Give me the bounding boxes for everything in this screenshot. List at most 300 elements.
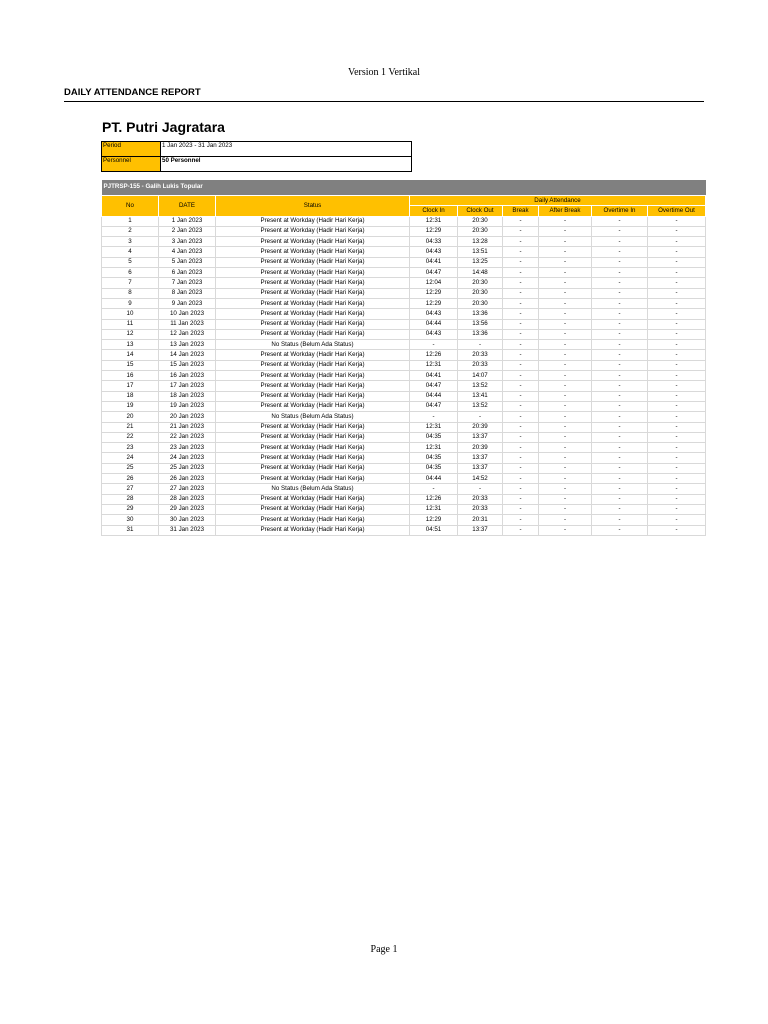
cell-break: - bbox=[503, 226, 539, 236]
attendance-table bbox=[101, 180, 706, 536]
cell-clock-in: 12:31 bbox=[410, 360, 458, 370]
cell-overtime-in: - bbox=[592, 463, 648, 473]
table-row bbox=[102, 401, 706, 411]
cell-break: - bbox=[503, 422, 539, 432]
cell-after-break: - bbox=[539, 298, 592, 308]
table-row bbox=[102, 278, 706, 288]
company-name: PT. Putri Jagratara bbox=[102, 119, 225, 135]
cell-date: 12 Jan 2023 bbox=[159, 329, 216, 339]
table-row bbox=[102, 288, 706, 298]
cell-after-break: - bbox=[539, 329, 592, 339]
cell-no: 25 bbox=[102, 463, 159, 473]
cell-date: 31 Jan 2023 bbox=[159, 525, 216, 535]
cell-clock-in: 04:47 bbox=[410, 401, 458, 411]
cell-status: Present at Workday (Hadir Hari Kerja) bbox=[216, 288, 410, 298]
period-value: 1 Jan 2023 - 31 Jan 2023 bbox=[161, 142, 412, 157]
cell-status: Present at Workday (Hadir Hari Kerja) bbox=[216, 504, 410, 514]
cell-overtime-out: - bbox=[648, 329, 706, 339]
cell-no: 3 bbox=[102, 237, 159, 247]
cell-break: - bbox=[503, 329, 539, 339]
cell-overtime-in: - bbox=[592, 298, 648, 308]
cell-clock-out: 20:30 bbox=[458, 298, 503, 308]
cell-clock-out: 20:30 bbox=[458, 278, 503, 288]
cell-clock-out: 13:25 bbox=[458, 257, 503, 267]
table-row bbox=[102, 360, 706, 370]
cell-status: Present at Workday (Hadir Hari Kerja) bbox=[216, 443, 410, 453]
cell-status: Present at Workday (Hadir Hari Kerja) bbox=[216, 494, 410, 504]
cell-break: - bbox=[503, 412, 539, 422]
cell-clock-out: 14:52 bbox=[458, 474, 503, 484]
cell-after-break: - bbox=[539, 504, 592, 514]
cell-clock-out: 20:30 bbox=[458, 216, 503, 226]
cell-clock-in: 12:31 bbox=[410, 504, 458, 514]
cell-no: 20 bbox=[102, 412, 159, 422]
cell-clock-out: 13:52 bbox=[458, 381, 503, 391]
cell-break: - bbox=[503, 515, 539, 525]
cell-overtime-in: - bbox=[592, 432, 648, 442]
cell-after-break: - bbox=[539, 494, 592, 504]
cell-clock-in: 04:43 bbox=[410, 329, 458, 339]
cell-clock-in: 04:43 bbox=[410, 247, 458, 257]
table-row bbox=[102, 298, 706, 308]
cell-date: 28 Jan 2023 bbox=[159, 494, 216, 504]
cell-overtime-in: - bbox=[592, 525, 648, 535]
page-footer: Page 1 bbox=[370, 944, 398, 955]
col-header-clock-in: Clock In bbox=[410, 206, 458, 216]
cell-no: 12 bbox=[102, 329, 159, 339]
cell-no: 2 bbox=[102, 226, 159, 236]
table-row bbox=[102, 309, 706, 319]
cell-overtime-in: - bbox=[592, 247, 648, 257]
cell-overtime-out: - bbox=[648, 360, 706, 370]
cell-clock-out: 14:48 bbox=[458, 268, 503, 278]
attendance-table-body bbox=[102, 216, 706, 535]
cell-after-break: - bbox=[539, 288, 592, 298]
cell-status: Present at Workday (Hadir Hari Kerja) bbox=[216, 350, 410, 360]
table-row bbox=[102, 371, 706, 381]
col-header-break: Break bbox=[503, 206, 539, 216]
cell-no: 7 bbox=[102, 278, 159, 288]
cell-overtime-out: - bbox=[648, 237, 706, 247]
cell-overtime-in: - bbox=[592, 268, 648, 278]
cell-break: - bbox=[503, 298, 539, 308]
cell-no: 8 bbox=[102, 288, 159, 298]
cell-break: - bbox=[503, 340, 539, 350]
cell-break: - bbox=[503, 432, 539, 442]
cell-clock-in: 04:33 bbox=[410, 237, 458, 247]
cell-break: - bbox=[503, 288, 539, 298]
cell-no: 21 bbox=[102, 422, 159, 432]
cell-date: 7 Jan 2023 bbox=[159, 278, 216, 288]
table-row bbox=[102, 216, 706, 226]
cell-clock-in: 12:31 bbox=[410, 422, 458, 432]
table-row bbox=[102, 525, 706, 535]
cell-overtime-out: - bbox=[648, 371, 706, 381]
cell-clock-out: 20:30 bbox=[458, 226, 503, 236]
cell-break: - bbox=[503, 278, 539, 288]
cell-status: Present at Workday (Hadir Hari Kerja) bbox=[216, 329, 410, 339]
cell-overtime-out: - bbox=[648, 474, 706, 484]
cell-after-break: - bbox=[539, 268, 592, 278]
cell-overtime-out: - bbox=[648, 309, 706, 319]
cell-clock-in: 04:41 bbox=[410, 257, 458, 267]
cell-clock-in: - bbox=[410, 412, 458, 422]
cell-clock-out: 20:39 bbox=[458, 443, 503, 453]
cell-no: 28 bbox=[102, 494, 159, 504]
cell-overtime-in: - bbox=[592, 216, 648, 226]
cell-overtime-in: - bbox=[592, 360, 648, 370]
cell-overtime-in: - bbox=[592, 371, 648, 381]
cell-status: Present at Workday (Hadir Hari Kerja) bbox=[216, 216, 410, 226]
cell-clock-in: 12:31 bbox=[410, 216, 458, 226]
table-row bbox=[102, 463, 706, 473]
cell-date: 2 Jan 2023 bbox=[159, 226, 216, 236]
cell-clock-out: 20:33 bbox=[458, 350, 503, 360]
table-row bbox=[102, 237, 706, 247]
cell-overtime-in: - bbox=[592, 288, 648, 298]
col-header-no: No bbox=[102, 196, 159, 217]
employee-banner: PJTRSP-155 - Galih Lukis Topular bbox=[102, 180, 706, 196]
col-header-after-break: After Break bbox=[539, 206, 592, 216]
cell-after-break: - bbox=[539, 247, 592, 257]
cell-date: 14 Jan 2023 bbox=[159, 350, 216, 360]
employee-banner-row bbox=[102, 180, 706, 196]
table-row bbox=[102, 432, 706, 442]
cell-overtime-out: - bbox=[648, 494, 706, 504]
cell-status: Present at Workday (Hadir Hari Kerja) bbox=[216, 515, 410, 525]
cell-break: - bbox=[503, 371, 539, 381]
cell-break: - bbox=[503, 463, 539, 473]
cell-overtime-out: - bbox=[648, 515, 706, 525]
cell-status: Present at Workday (Hadir Hari Kerja) bbox=[216, 525, 410, 535]
cell-date: 25 Jan 2023 bbox=[159, 463, 216, 473]
cell-overtime-out: - bbox=[648, 278, 706, 288]
cell-status: Present at Workday (Hadir Hari Kerja) bbox=[216, 422, 410, 432]
cell-date: 1 Jan 2023 bbox=[159, 216, 216, 226]
cell-clock-in: 12:26 bbox=[410, 350, 458, 360]
cell-status: Present at Workday (Hadir Hari Kerja) bbox=[216, 226, 410, 236]
cell-overtime-out: - bbox=[648, 401, 706, 411]
cell-no: 30 bbox=[102, 515, 159, 525]
cell-clock-in: 04:51 bbox=[410, 525, 458, 535]
cell-date: 30 Jan 2023 bbox=[159, 515, 216, 525]
cell-clock-out: 13:37 bbox=[458, 432, 503, 442]
cell-date: 20 Jan 2023 bbox=[159, 412, 216, 422]
cell-overtime-out: - bbox=[648, 350, 706, 360]
cell-overtime-in: - bbox=[592, 474, 648, 484]
cell-date: 6 Jan 2023 bbox=[159, 268, 216, 278]
cell-break: - bbox=[503, 247, 539, 257]
col-header-status: Status bbox=[216, 196, 410, 217]
table-row bbox=[102, 319, 706, 329]
cell-no: 9 bbox=[102, 298, 159, 308]
cell-after-break: - bbox=[539, 309, 592, 319]
cell-clock-out: 13:37 bbox=[458, 463, 503, 473]
table-row bbox=[102, 484, 706, 494]
cell-overtime-out: - bbox=[648, 412, 706, 422]
cell-after-break: - bbox=[539, 237, 592, 247]
cell-clock-out: - bbox=[458, 484, 503, 494]
cell-no: 18 bbox=[102, 391, 159, 401]
table-row bbox=[102, 422, 706, 432]
cell-date: 24 Jan 2023 bbox=[159, 453, 216, 463]
cell-clock-in: 04:44 bbox=[410, 319, 458, 329]
cell-after-break: - bbox=[539, 278, 592, 288]
cell-status: Present at Workday (Hadir Hari Kerja) bbox=[216, 453, 410, 463]
cell-break: - bbox=[503, 360, 539, 370]
cell-clock-in: 04:35 bbox=[410, 432, 458, 442]
table-row bbox=[102, 340, 706, 350]
cell-break: - bbox=[503, 257, 539, 267]
cell-after-break: - bbox=[539, 515, 592, 525]
table-row bbox=[102, 474, 706, 484]
cell-clock-in: 12:29 bbox=[410, 288, 458, 298]
title-divider bbox=[64, 101, 704, 102]
cell-overtime-out: - bbox=[648, 432, 706, 442]
cell-overtime-in: - bbox=[592, 401, 648, 411]
cell-clock-in: 12:31 bbox=[410, 443, 458, 453]
cell-date: 29 Jan 2023 bbox=[159, 504, 216, 514]
cell-date: 19 Jan 2023 bbox=[159, 401, 216, 411]
cell-date: 16 Jan 2023 bbox=[159, 371, 216, 381]
cell-overtime-out: - bbox=[648, 340, 706, 350]
cell-after-break: - bbox=[539, 319, 592, 329]
cell-break: - bbox=[503, 504, 539, 514]
cell-overtime-in: - bbox=[592, 340, 648, 350]
cell-overtime-out: - bbox=[648, 216, 706, 226]
cell-overtime-out: - bbox=[648, 247, 706, 257]
cell-overtime-out: - bbox=[648, 443, 706, 453]
cell-overtime-in: - bbox=[592, 391, 648, 401]
cell-overtime-in: - bbox=[592, 443, 648, 453]
cell-after-break: - bbox=[539, 422, 592, 432]
period-row bbox=[102, 142, 412, 157]
table-row bbox=[102, 257, 706, 267]
cell-overtime-in: - bbox=[592, 422, 648, 432]
cell-overtime-out: - bbox=[648, 453, 706, 463]
cell-after-break: - bbox=[539, 371, 592, 381]
cell-after-break: - bbox=[539, 474, 592, 484]
cell-overtime-out: - bbox=[648, 422, 706, 432]
table-row bbox=[102, 226, 706, 236]
cell-after-break: - bbox=[539, 412, 592, 422]
cell-clock-in: 12:29 bbox=[410, 515, 458, 525]
cell-date: 13 Jan 2023 bbox=[159, 340, 216, 350]
cell-overtime-in: - bbox=[592, 381, 648, 391]
cell-date: 17 Jan 2023 bbox=[159, 381, 216, 391]
cell-overtime-in: - bbox=[592, 226, 648, 236]
cell-after-break: - bbox=[539, 381, 592, 391]
cell-clock-in: 12:26 bbox=[410, 494, 458, 504]
table-row bbox=[102, 515, 706, 525]
cell-after-break: - bbox=[539, 226, 592, 236]
table-row bbox=[102, 329, 706, 339]
cell-clock-out: 13:41 bbox=[458, 391, 503, 401]
personnel-row bbox=[102, 157, 412, 172]
cell-clock-out: - bbox=[458, 340, 503, 350]
cell-clock-out: 13:36 bbox=[458, 329, 503, 339]
cell-overtime-in: - bbox=[592, 278, 648, 288]
cell-date: 8 Jan 2023 bbox=[159, 288, 216, 298]
col-header-overtime-out: Overtime Out bbox=[648, 206, 706, 216]
cell-status: No Status (Belum Ada Status) bbox=[216, 484, 410, 494]
cell-date: 5 Jan 2023 bbox=[159, 257, 216, 267]
table-row bbox=[102, 381, 706, 391]
personnel-label: Personnel bbox=[102, 157, 161, 172]
cell-overtime-in: - bbox=[592, 453, 648, 463]
cell-break: - bbox=[503, 309, 539, 319]
cell-overtime-out: - bbox=[648, 391, 706, 401]
header-row-1 bbox=[102, 196, 706, 206]
cell-clock-in: 04:41 bbox=[410, 371, 458, 381]
cell-status: Present at Workday (Hadir Hari Kerja) bbox=[216, 432, 410, 442]
cell-clock-out: 20:33 bbox=[458, 494, 503, 504]
cell-no: 29 bbox=[102, 504, 159, 514]
cell-clock-in: 12:04 bbox=[410, 278, 458, 288]
cell-clock-out: 20:30 bbox=[458, 288, 503, 298]
cell-break: - bbox=[503, 484, 539, 494]
cell-no: 26 bbox=[102, 474, 159, 484]
cell-no: 5 bbox=[102, 257, 159, 267]
cell-date: 26 Jan 2023 bbox=[159, 474, 216, 484]
cell-status: Present at Workday (Hadir Hari Kerja) bbox=[216, 278, 410, 288]
cell-after-break: - bbox=[539, 432, 592, 442]
cell-status: Present at Workday (Hadir Hari Kerja) bbox=[216, 360, 410, 370]
cell-clock-out: 20:31 bbox=[458, 515, 503, 525]
personnel-value: 50 Personnel bbox=[161, 157, 412, 172]
cell-status: Present at Workday (Hadir Hari Kerja) bbox=[216, 257, 410, 267]
cell-overtime-out: - bbox=[648, 504, 706, 514]
cell-clock-out: 13:36 bbox=[458, 309, 503, 319]
cell-clock-out: - bbox=[458, 412, 503, 422]
col-header-daily-attendance: Daily Attendance bbox=[410, 196, 706, 206]
cell-no: 15 bbox=[102, 360, 159, 370]
cell-overtime-out: - bbox=[648, 525, 706, 535]
cell-overtime-out: - bbox=[648, 381, 706, 391]
cell-break: - bbox=[503, 401, 539, 411]
cell-break: - bbox=[503, 474, 539, 484]
table-row bbox=[102, 494, 706, 504]
cell-no: 10 bbox=[102, 309, 159, 319]
cell-date: 18 Jan 2023 bbox=[159, 391, 216, 401]
cell-break: - bbox=[503, 319, 539, 329]
cell-date: 3 Jan 2023 bbox=[159, 237, 216, 247]
table-row bbox=[102, 504, 706, 514]
cell-clock-in: 12:29 bbox=[410, 226, 458, 236]
cell-status: Present at Workday (Hadir Hari Kerja) bbox=[216, 319, 410, 329]
cell-date: 10 Jan 2023 bbox=[159, 309, 216, 319]
cell-break: - bbox=[503, 350, 539, 360]
cell-overtime-out: - bbox=[648, 298, 706, 308]
cell-overtime-in: - bbox=[592, 412, 648, 422]
cell-status: Present at Workday (Hadir Hari Kerja) bbox=[216, 237, 410, 247]
cell-break: - bbox=[503, 443, 539, 453]
cell-overtime-out: - bbox=[648, 319, 706, 329]
cell-clock-out: 13:56 bbox=[458, 319, 503, 329]
cell-break: - bbox=[503, 216, 539, 226]
cell-after-break: - bbox=[539, 360, 592, 370]
cell-clock-in: 12:29 bbox=[410, 298, 458, 308]
cell-status: No Status (Belum Ada Status) bbox=[216, 412, 410, 422]
cell-no: 11 bbox=[102, 319, 159, 329]
cell-overtime-in: - bbox=[592, 319, 648, 329]
cell-status: Present at Workday (Hadir Hari Kerja) bbox=[216, 371, 410, 381]
cell-status: Present at Workday (Hadir Hari Kerja) bbox=[216, 401, 410, 411]
table-row bbox=[102, 453, 706, 463]
cell-date: 15 Jan 2023 bbox=[159, 360, 216, 370]
cell-after-break: - bbox=[539, 401, 592, 411]
cell-after-break: - bbox=[539, 525, 592, 535]
table-row bbox=[102, 412, 706, 422]
report-title: DAILY ATTENDANCE REPORT bbox=[64, 87, 201, 98]
cell-no: 27 bbox=[102, 484, 159, 494]
cell-clock-in: - bbox=[410, 340, 458, 350]
cell-overtime-out: - bbox=[648, 268, 706, 278]
cell-clock-out: 13:37 bbox=[458, 453, 503, 463]
cell-overtime-in: - bbox=[592, 237, 648, 247]
cell-no: 6 bbox=[102, 268, 159, 278]
cell-clock-out: 13:37 bbox=[458, 525, 503, 535]
cell-after-break: - bbox=[539, 257, 592, 267]
cell-overtime-in: - bbox=[592, 350, 648, 360]
cell-after-break: - bbox=[539, 350, 592, 360]
report-info-table bbox=[101, 141, 412, 172]
cell-clock-in: - bbox=[410, 484, 458, 494]
cell-overtime-in: - bbox=[592, 504, 648, 514]
cell-status: Present at Workday (Hadir Hari Kerja) bbox=[216, 247, 410, 257]
cell-status: Present at Workday (Hadir Hari Kerja) bbox=[216, 474, 410, 484]
cell-clock-in: 04:35 bbox=[410, 463, 458, 473]
cell-overtime-in: - bbox=[592, 515, 648, 525]
cell-clock-in: 04:35 bbox=[410, 453, 458, 463]
cell-overtime-in: - bbox=[592, 309, 648, 319]
cell-overtime-in: - bbox=[592, 484, 648, 494]
cell-no: 16 bbox=[102, 371, 159, 381]
cell-overtime-out: - bbox=[648, 288, 706, 298]
cell-break: - bbox=[503, 237, 539, 247]
cell-after-break: - bbox=[539, 453, 592, 463]
cell-clock-out: 13:28 bbox=[458, 237, 503, 247]
cell-no: 19 bbox=[102, 401, 159, 411]
cell-break: - bbox=[503, 494, 539, 504]
cell-after-break: - bbox=[539, 443, 592, 453]
cell-status: Present at Workday (Hadir Hari Kerja) bbox=[216, 463, 410, 473]
cell-date: 4 Jan 2023 bbox=[159, 247, 216, 257]
table-row bbox=[102, 443, 706, 453]
cell-break: - bbox=[503, 381, 539, 391]
cell-after-break: - bbox=[539, 484, 592, 494]
cell-status: Present at Workday (Hadir Hari Kerja) bbox=[216, 381, 410, 391]
cell-clock-out: 20:33 bbox=[458, 504, 503, 514]
cell-date: 9 Jan 2023 bbox=[159, 298, 216, 308]
cell-clock-out: 20:33 bbox=[458, 360, 503, 370]
cell-overtime-out: - bbox=[648, 463, 706, 473]
col-header-overtime-in: Overtime In bbox=[592, 206, 648, 216]
cell-break: - bbox=[503, 391, 539, 401]
cell-no: 24 bbox=[102, 453, 159, 463]
cell-overtime-in: - bbox=[592, 494, 648, 504]
period-label: Period bbox=[102, 142, 161, 157]
cell-overtime-out: - bbox=[648, 257, 706, 267]
table-row bbox=[102, 350, 706, 360]
cell-status: Present at Workday (Hadir Hari Kerja) bbox=[216, 268, 410, 278]
cell-no: 23 bbox=[102, 443, 159, 453]
cell-no: 17 bbox=[102, 381, 159, 391]
col-header-date: DATE bbox=[159, 196, 216, 217]
table-row bbox=[102, 268, 706, 278]
cell-no: 1 bbox=[102, 216, 159, 226]
cell-after-break: - bbox=[539, 391, 592, 401]
